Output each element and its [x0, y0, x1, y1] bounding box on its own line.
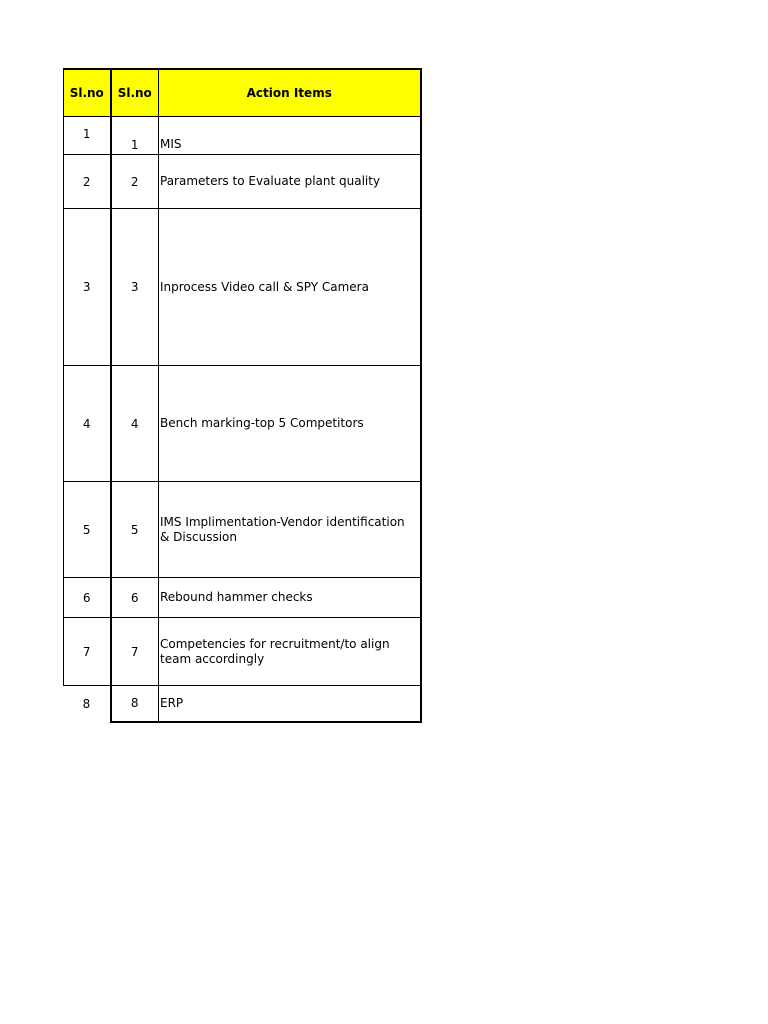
- table-row: [64, 686, 421, 722]
- table-row: [64, 117, 421, 155]
- table-row: [64, 366, 421, 482]
- table-row: [64, 618, 421, 686]
- cell-action-item[interactable]: MIS: [159, 117, 421, 155]
- table-row: [64, 482, 421, 578]
- cell-action-item[interactable]: Competencies for recruitment/to align team accordingly: [159, 618, 421, 686]
- cell-slno-2[interactable]: 5: [111, 482, 159, 578]
- cell-slno-2[interactable]: 1: [111, 117, 159, 155]
- cell-action-item[interactable]: Parameters to Evaluate plant quality: [159, 155, 421, 209]
- cell-slno-2[interactable]: 3: [111, 209, 159, 366]
- table-row: [64, 155, 421, 209]
- cell-action-item[interactable]: Bench marking-top 5 Competitors: [159, 366, 421, 482]
- action-items-table: [63, 68, 422, 723]
- header-action-items[interactable]: Action Items: [159, 69, 421, 117]
- header-slno-2[interactable]: Sl.no: [111, 69, 159, 117]
- spreadsheet-area: [63, 68, 420, 723]
- cell-slno-2[interactable]: 4: [111, 366, 159, 482]
- cell-slno-1[interactable]: 2: [64, 155, 111, 209]
- cell-slno-1[interactable]: 4: [64, 366, 111, 482]
- table-row: [64, 209, 421, 366]
- header-row: [64, 69, 421, 117]
- cell-slno-1[interactable]: 6: [64, 578, 111, 618]
- cell-action-item[interactable]: ERP: [159, 686, 421, 722]
- cell-slno-2[interactable]: 2: [111, 155, 159, 209]
- cell-slno-1[interactable]: 1: [64, 117, 111, 155]
- cell-action-item[interactable]: IMS Implimentation-Vendor identification & Discussion: [159, 482, 421, 578]
- cell-action-item[interactable]: Inprocess Video call & SPY Camera: [159, 209, 421, 366]
- cell-action-item[interactable]: Rebound hammer checks: [159, 578, 421, 618]
- table-row: [64, 578, 421, 618]
- cell-slno-1[interactable]: 5: [64, 482, 111, 578]
- cell-slno-1[interactable]: 3: [64, 209, 111, 366]
- cell-slno-2[interactable]: 7: [111, 618, 159, 686]
- cell-slno-1[interactable]: 8: [64, 686, 111, 722]
- header-slno-1[interactable]: Sl.no: [64, 69, 111, 117]
- cell-slno-2[interactable]: 8: [111, 686, 159, 722]
- cell-slno-1[interactable]: 7: [64, 618, 111, 686]
- cell-slno-2[interactable]: 6: [111, 578, 159, 618]
